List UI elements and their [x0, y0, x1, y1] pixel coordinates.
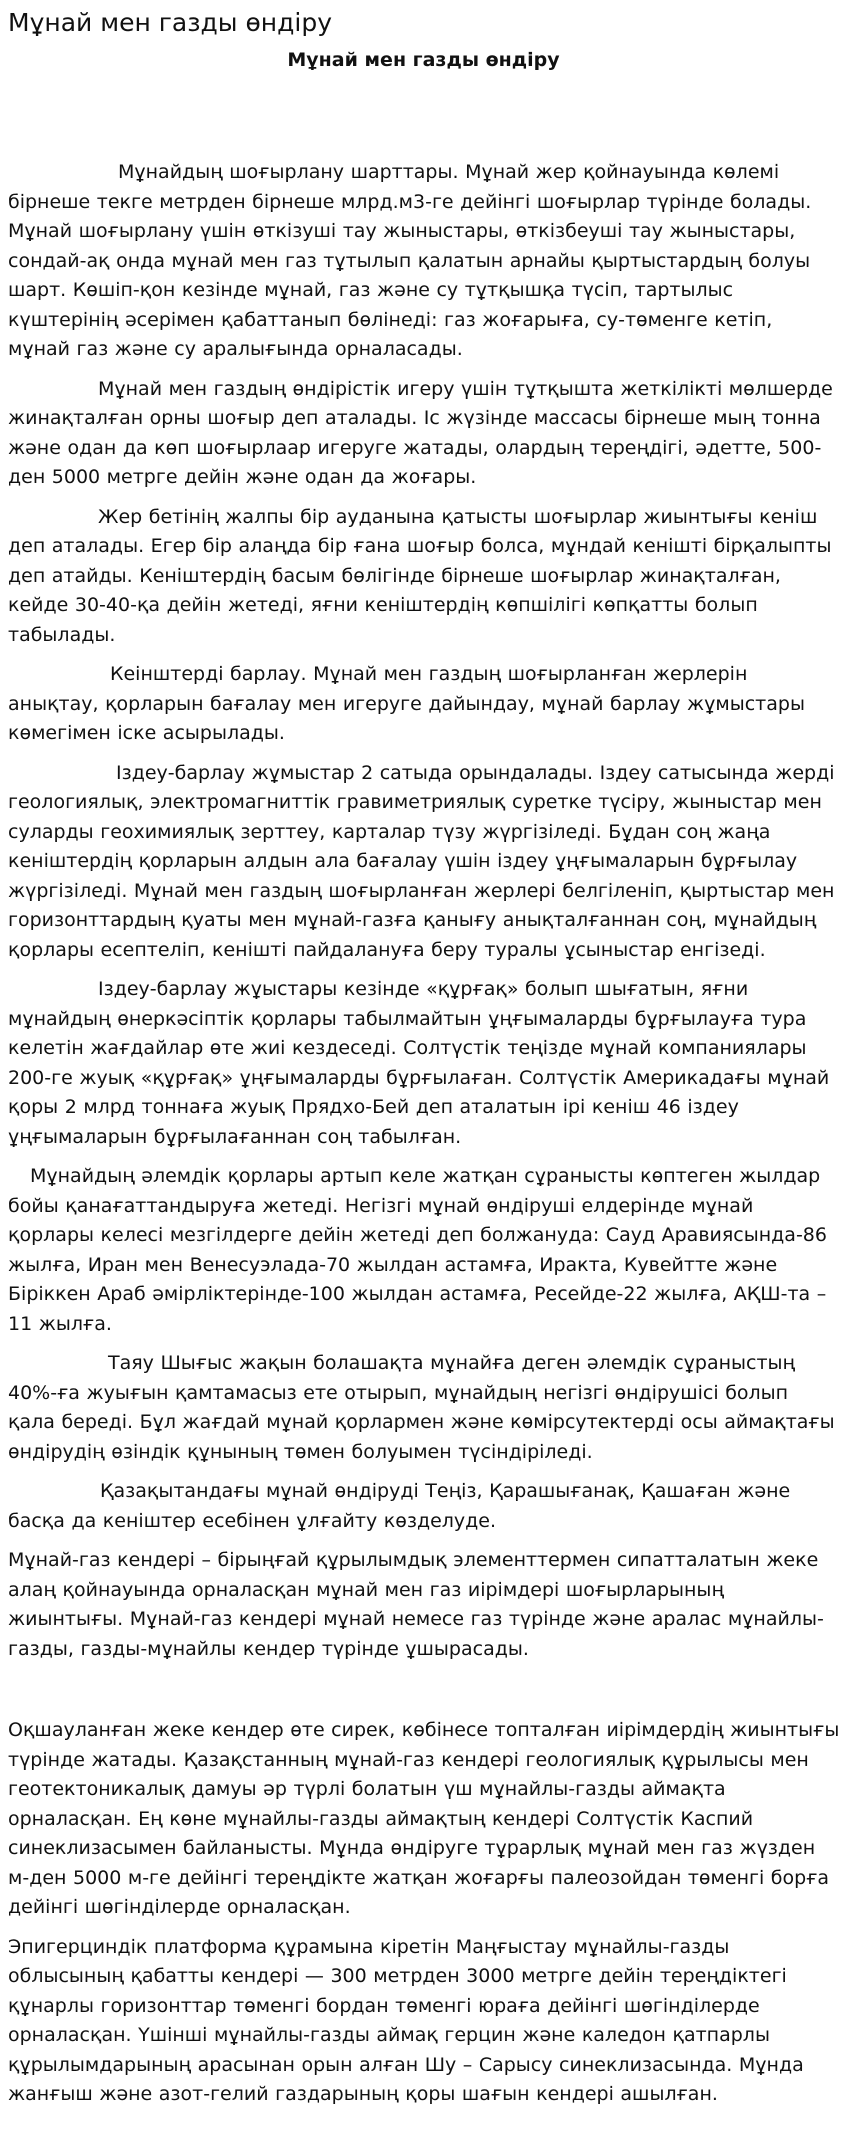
page-header-title: Мұнай мен газды өндіру	[8, 8, 333, 37]
paragraph-field-definition: Жер бетінің жалпы бір ауданына қатысты шоғырлар жиынтығы кеніш деп аталады. Егер бір алаңда бір ғана шоғыр болса, мұндай кеніштi бірқалыпты деп атайды. Кеніштердің басым бөлігінде бірнеше шоғырлар жинақталған, кейде 30-40-қа дейін жетеді, яғни кеніштердің көпшілігі көпқатты болып табылады.	[8, 505, 832, 646]
paragraph-deposit-definition: Мұнай мен газдың өндірістік игеру үшін тұтқышта жеткілікті мөлшерде жинақталған орны шоғыр деп аталады. Іс жүзінде массасы бірнеше мың тонна және одан да көп шоғырлаар игеруге жатады, олардың тереңдігі, әдетте, 500-ден 5000 метрге дейін және одан да жоғары.	[8, 377, 833, 488]
paragraph-accumulation-conditions: Мұнайдың шоғырлану шарттары. Мұнай жер қойнауында көлемі бірнеше текге метрден бірнеше млрд.м3-ге дейінгі шоғырлар түрінде болады. Мұнай шоғырлану үшін өткізуші тау жыныстары, өткізбеуші тау жыныстары, сондай-ақ онда мұнай мен газ тұтылып қалатын арнайы қыртыстардың болуы шарт. Көшіп-қон кезінде мұнай, газ және су тұтқышқа түсіп, тартылыс күштерінің әсерімен қабаттанып бөлінеді: газ жоғарыға, су-төменге кетіп, мұнай газ және су аралығында орналасады.	[8, 161, 812, 360]
paragraph-middle-east: Таяу Шығыс жақын болашақта мұнайға деген әлемдік сұраныстың 40%-ға жуығын қамтамасыз ете отырып, мұнайдың негізгі өндірушісі болып қала береді. Бұл жағдай мұнай қорлармен және көмірсутектерді осы аймақтағы өндірудің өзіндік құнының төмен болуымен түсіндіріледі.	[8, 1352, 835, 1463]
paragraph-exploration-stages: Іздеу-барлау жұмыстар 2 сатыда орындалады. Іздеу сатысында жерді геологиялық, электромагниттік гравиметриялық суретке түсіру, жыныстар мен суларды геохимиялық зерттеу, карталар түзу жүргізіледі. Бұдан соң жаңа кеніштердің қорларын алдын ала бағалау үшін іздеу ұңғымаларын бұрғылау жүргізіледі. Мұнай мен газдың шоғырланған жерлері белгіленіп, қыртыстар мен горизонттардың қуаты мен мұнай-газға қанығу анықталғаннан соң, мұнайдың қорлары есептеліп, кеніштi пайдалануға беру туралы ұсыныстар енгізеді.	[8, 761, 835, 961]
paragraph-world-reserves: Мұнайдың әлемдік қорлары артып келе жатқан сұранысты көптеген жылдар бойы қанағаттандыруға жетеді. Негізгі мұнай өндіруші елдерінде мұнай қорлары келесі мезгілдерге дейін жетеді деп болжануда: Сауд Аравиясында-86 жылға, Иран мен Венесуэлада-70 жылдан астамға, Иракта, Кувейтте және Біріккен Араб әмірліктерінде-100 жылдан астамға, Ресейде-22 жылға, АҚШ-та – 11 жылға.	[8, 1165, 827, 1335]
paragraph-spacer	[8, 1674, 840, 1716]
paragraph-field-exploration: Кеінштерді барлау. Мұнай мен газдың шоғырланған жерлерін анықтау, қорларын бағалау мен игеруге дайындау, мұнай барлау жұмыстары көмегімен іске асырылады.	[8, 663, 805, 744]
document-body	[8, 158, 840, 2120]
paragraph-kazakhstan-production: Қазақытандағы мұнай өндіруді Теңіз, Қарашығанақ, Қашаған және басқа да кеніштер есебінен ұлғайту көзделуде.	[8, 1480, 791, 1532]
paragraph-mangystau-region: Эпигерциндік платформа құрамына кіретін Маңғыстау мұнайлы-газды облысының қабатты кендері — 300 метрден 3000 метрге дейін тереңдіктегі құнарлы горизонттар төменгі бордан төменгі юраға дейінгі шөгінділерде орналасқан. Үшінші мұнайлы-газды аймақ герцин және каледон қатпарлы құрылымдарының арасынан орын алған Шу – Сарысу синеклизасында. Мұнда жанғыш және азот-гелий газдарының қоры шағын кендері ашылған.	[8, 1935, 804, 2105]
paragraph-oil-gas-fields: Мұнай-газ кендері – бірыңғай құрылымдық элементтермен сипатталатын жеке алаң қойнауында орналасқан мұнай мен газ иірімдері шоғырларының жиынтығы. Мұнай-газ кендері мұнай немесе газ түрінде және аралас мұнайлы-газды, газды-мұнайлы кендер түрінде ұшырасады.	[8, 1549, 824, 1660]
paragraph-dry-wells: Іздеу-барлау жұыстары кезінде «құрғақ» болып шығатын, яғни мұнайдың өнеркәсіптік қорлары табылмайтын ұңғымаларды бұрғылауға тура келетін жағдайлар өте жиі кездеседі. Солтүстік теңізде мұнай компаниялары 200-ге жуық «құрғақ» ұңғымаларды бұрғылаған. Солтүстік Америкадағы мұнай қоры 2 млрд тоннаға жуық Прядхо-Бей деп аталатын ірі кеніш 46 іздеу ұңғымаларын бұрғылағаннан соң табылған.	[8, 978, 830, 1148]
document-title: Мұнай мен газды өндіру	[287, 49, 560, 71]
paragraph-isolated-fields: Оқшауланған жеке кендер өте сирек, көбінесе топталған иірімдердің жиынтығы түрінде жатады. Қазақстанның мұнай-газ кендері геологиялық құрылысы мен геотектоникалық дамуы әр түрлі болатын үш мұнайлы-газды аймақта орналасқан. Ең көне мұнайлы-газды аймақтың кендері Солтүстік Каспий синеклизасымен байланысты. Мұнда өндіруге тұрарлық мұнай мен газ жүзден м-ден 5000 м-ге дейінгі тереңдікте жатқан жоғарғы палеозойдан төменгі борға дейінгі шөгінділерде орналасқан.	[8, 1719, 840, 1918]
